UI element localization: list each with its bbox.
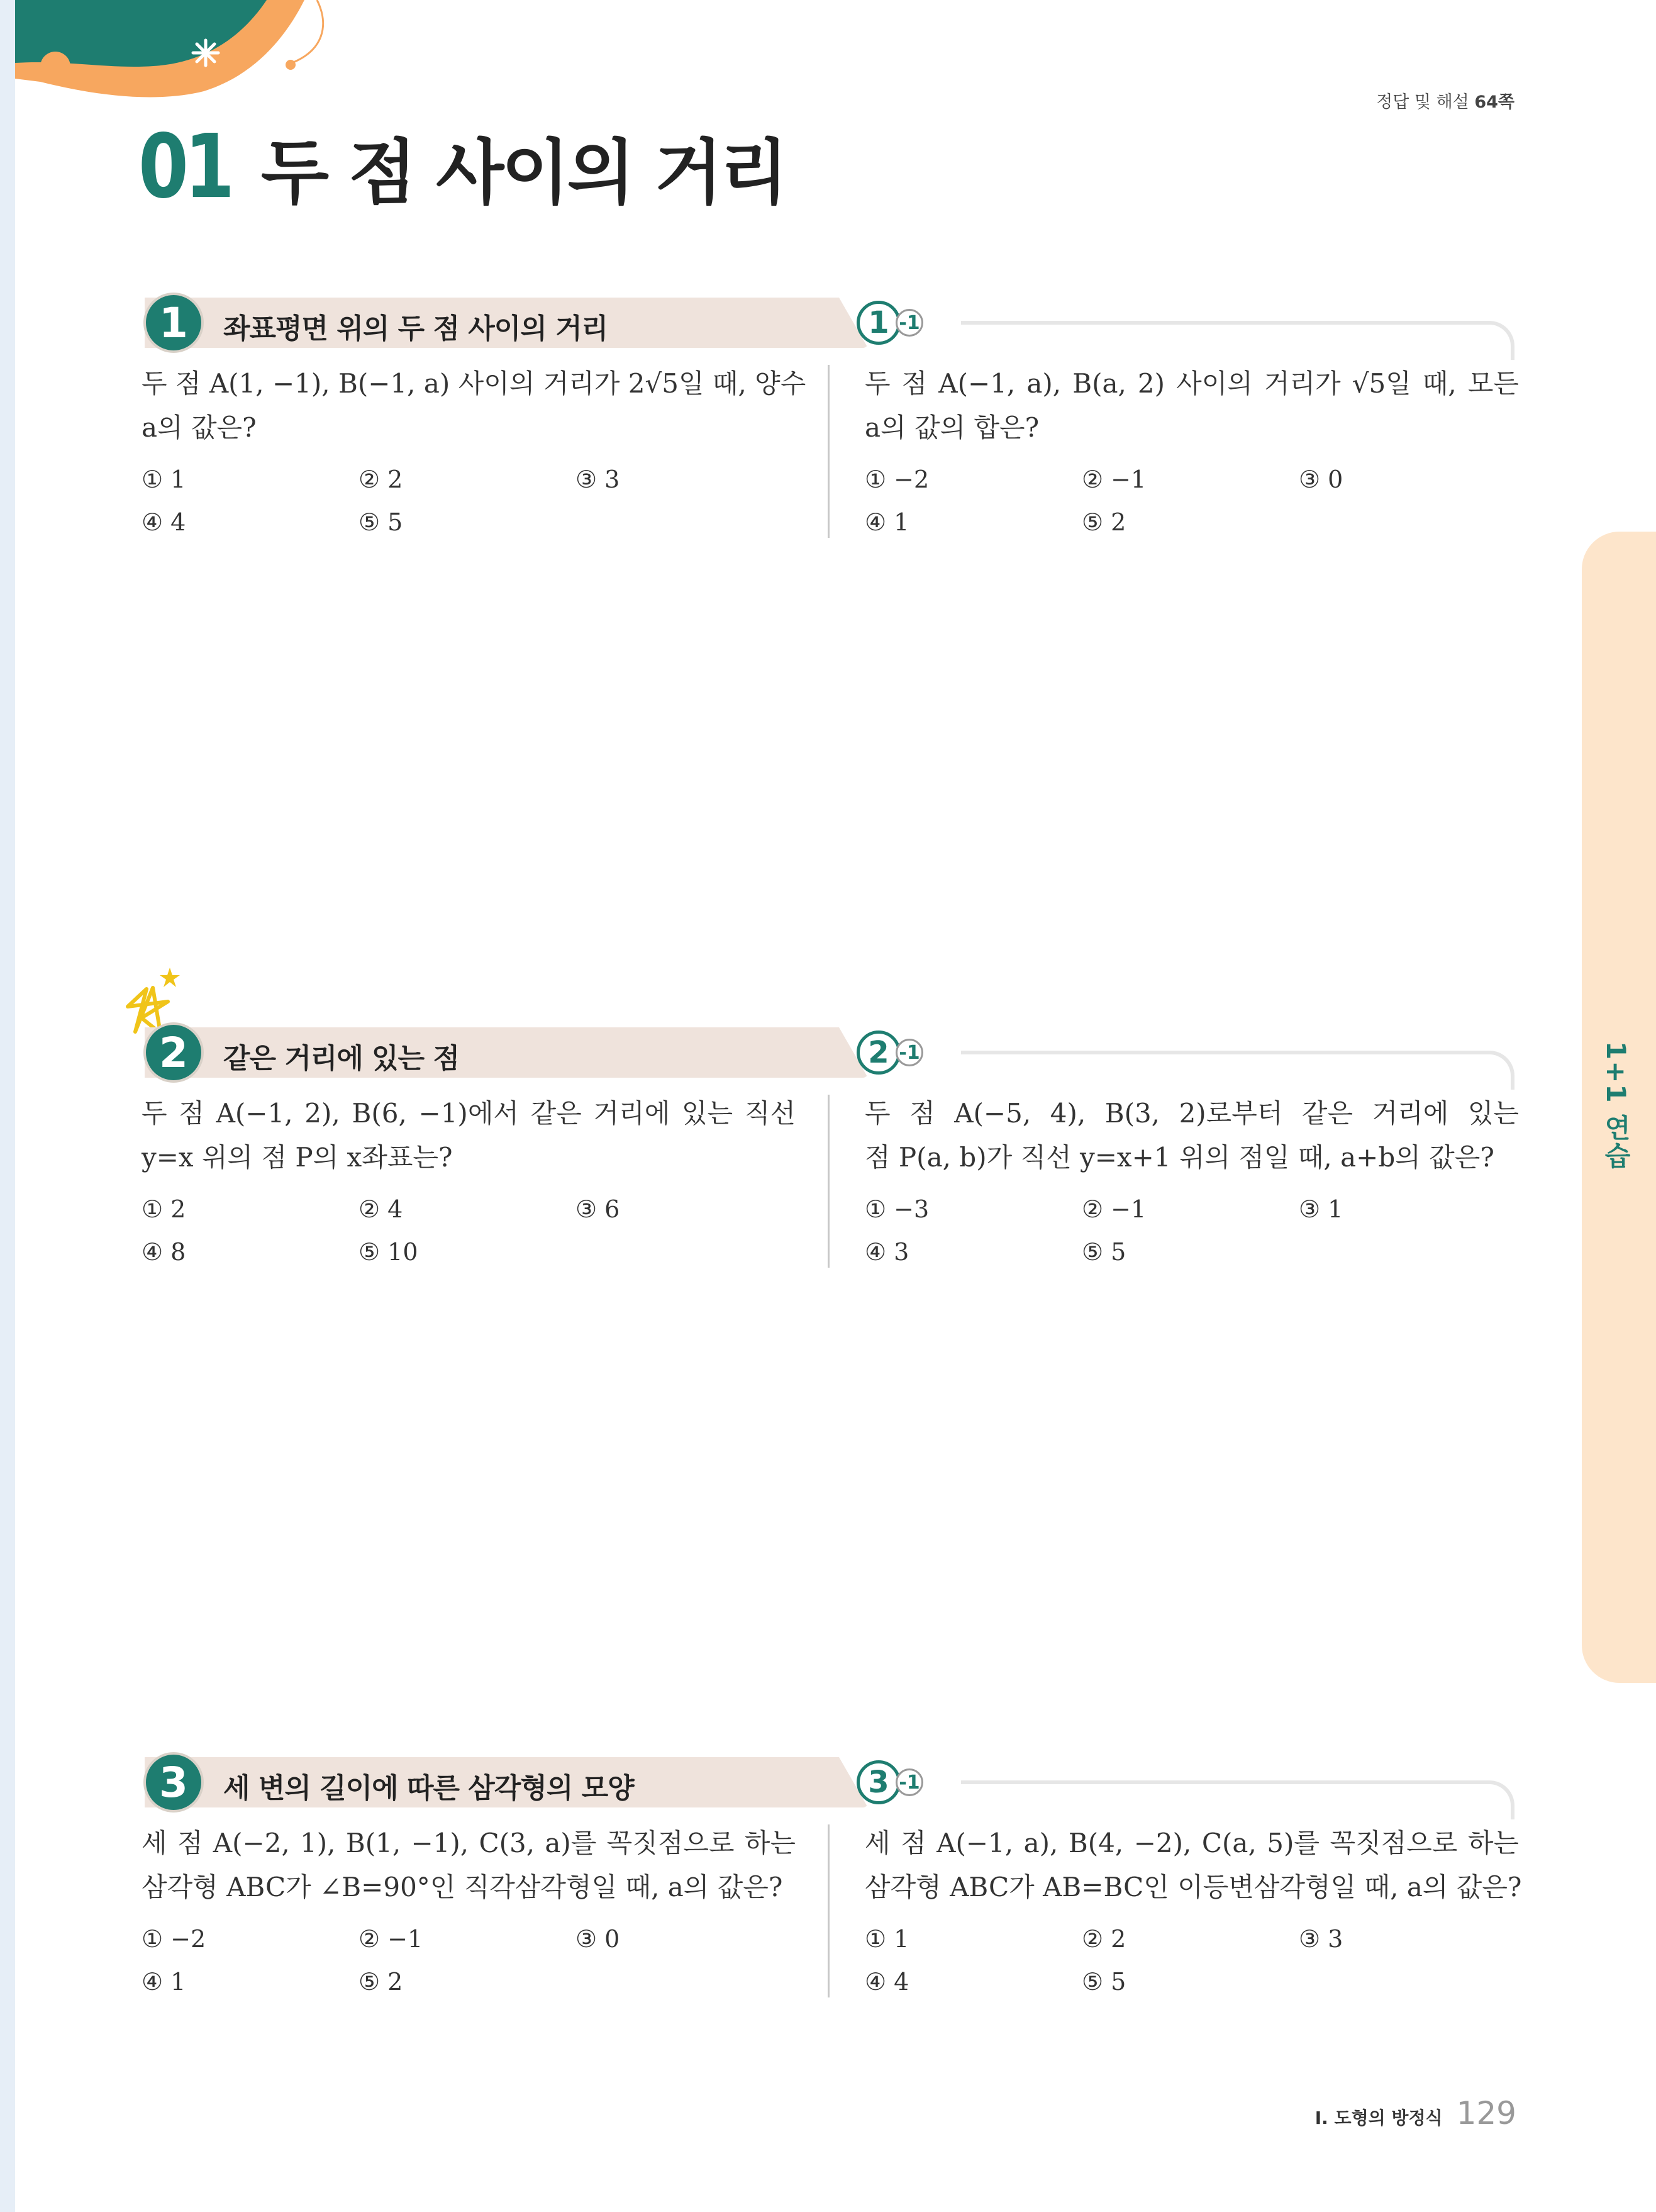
question-line: y=x 위의 점 P의 x좌표는? xyxy=(142,1142,453,1173)
sub-question-3-badge xyxy=(857,1760,923,1804)
option-2[interactable]: ② 2 xyxy=(1082,1925,1126,1953)
option-4[interactable]: ④ 1 xyxy=(865,508,909,536)
sub-question-1-badge xyxy=(857,301,923,345)
option-2[interactable]: ② −1 xyxy=(358,1925,423,1953)
option-4[interactable]: ④ 1 xyxy=(142,1968,186,1996)
question-2-text xyxy=(142,1092,796,1180)
section-2-number: 2 xyxy=(143,1022,204,1083)
option-3[interactable]: ③ 1 xyxy=(1299,1195,1343,1223)
option-5[interactable]: ⑤ 10 xyxy=(358,1238,418,1266)
question-line: a의 값의 합은? xyxy=(865,412,1040,443)
question-line: 두 점 A(−1, 2), B(6, −1)에서 같은 거리에 있는 직선 xyxy=(142,1098,796,1129)
question-line: 두 점 A(−5, 4), B(3, 2)로부터 같은 거리에 있는 xyxy=(865,1098,1519,1129)
option-2[interactable]: ② 2 xyxy=(358,466,403,493)
answer-ref-page: 64쪽 xyxy=(1474,92,1514,112)
sub-badge-number: 3 xyxy=(857,1760,901,1804)
option-1[interactable]: ① −3 xyxy=(865,1195,930,1223)
answer-reference xyxy=(1376,88,1514,113)
sub-badge-number: 2 xyxy=(857,1031,901,1075)
option-5[interactable]: ⑤ 2 xyxy=(1082,508,1126,536)
question-line: 세 점 A(−1, a), B(4, −2), C(a, 5)를 꼭짓점으로 하는 xyxy=(865,1828,1519,1858)
option-1[interactable]: ① −2 xyxy=(142,1925,206,1953)
page-title xyxy=(138,115,786,218)
section-3-title: 세 변의 길이에 따른 삼각형의 모양 xyxy=(223,1772,634,1804)
option-2[interactable]: ② −1 xyxy=(1082,466,1147,493)
question-line: 두 점 A(1, −1), B(−1, a) 사이의 거리가 2√5일 때, 양수 xyxy=(142,368,806,399)
option-3[interactable]: ③ 3 xyxy=(575,466,620,493)
sub-question-2-badge xyxy=(857,1031,923,1075)
sub-badge-suffix: -1 xyxy=(896,1039,923,1066)
option-4[interactable]: ④ 4 xyxy=(865,1968,909,1996)
option-4[interactable]: ④ 4 xyxy=(142,508,186,536)
sub-header-line xyxy=(961,321,1514,360)
sub-question-3-text xyxy=(865,1821,1522,1909)
option-4[interactable]: ④ 3 xyxy=(865,1238,909,1266)
option-5[interactable]: ⑤ 5 xyxy=(1082,1968,1126,1996)
option-1[interactable]: ① 1 xyxy=(142,466,186,493)
side-tab-label: 1+1 연습 xyxy=(1601,1041,1631,1170)
column-divider xyxy=(828,1824,830,1997)
answer-ref-label: 정답 및 해설 xyxy=(1376,92,1475,112)
sub-badge-suffix: -1 xyxy=(896,309,923,337)
option-5[interactable]: ⑤ 5 xyxy=(358,508,403,536)
corner-decoration xyxy=(15,0,342,107)
question-3-text xyxy=(142,1821,796,1909)
option-2[interactable]: ② 4 xyxy=(358,1195,403,1223)
section-1-number: 1 xyxy=(143,293,204,353)
side-tab[interactable] xyxy=(1582,532,1656,1683)
question-line: 두 점 A(−1, a), B(a, 2) 사이의 거리가 √5일 때, 모든 xyxy=(865,368,1519,399)
option-3[interactable]: ③ 0 xyxy=(1299,466,1343,493)
sub-question-1-text xyxy=(865,362,1519,450)
option-2[interactable]: ② −1 xyxy=(1082,1195,1147,1223)
title-number: 01 xyxy=(138,115,231,218)
sub-question-2-text xyxy=(865,1092,1519,1180)
section-2-title: 같은 거리에 있는 점 xyxy=(223,1042,459,1075)
sparkle-icon xyxy=(193,40,218,65)
option-5[interactable]: ⑤ 2 xyxy=(358,1968,403,1996)
question-line: 점 P(a, b)가 직선 y=x+1 위의 점일 때, a+b의 값은? xyxy=(865,1142,1494,1173)
sub-badge-number: 1 xyxy=(857,301,901,345)
question-line: a의 값은? xyxy=(142,412,257,443)
option-3[interactable]: ③ 0 xyxy=(575,1925,620,1953)
column-divider xyxy=(828,365,830,538)
sub-badge-suffix: -1 xyxy=(896,1768,923,1796)
option-1[interactable]: ① −2 xyxy=(865,466,930,493)
page-number: 129 xyxy=(1456,2095,1516,2131)
question-line: 삼각형 ABC가 AB=BC인 이등변삼각형일 때, a의 값은? xyxy=(865,1872,1522,1902)
left-margin-strip xyxy=(0,0,15,2212)
option-3[interactable]: ③ 6 xyxy=(575,1195,620,1223)
question-line: 삼각형 ABC가 ∠B=90°인 직각삼각형일 때, a의 값은? xyxy=(142,1872,783,1902)
option-1[interactable]: ① 2 xyxy=(142,1195,186,1223)
sub-header-line xyxy=(961,1051,1514,1090)
option-3[interactable]: ③ 3 xyxy=(1299,1925,1343,1953)
section-1-title: 좌표평면 위의 두 점 사이의 거리 xyxy=(223,313,608,345)
sub-header-line xyxy=(961,1780,1514,1819)
option-5[interactable]: ⑤ 5 xyxy=(1082,1238,1126,1266)
question-line: 세 점 A(−2, 1), B(1, −1), C(3, a)를 꼭짓점으로 하는 xyxy=(142,1828,796,1858)
page-footer xyxy=(1315,2095,1516,2131)
option-4[interactable]: ④ 8 xyxy=(142,1238,186,1266)
option-1[interactable]: ① 1 xyxy=(865,1925,909,1953)
section-3-number: 3 xyxy=(143,1752,204,1813)
title-text: 두 점 사이의 거리 xyxy=(260,131,786,214)
question-1-text xyxy=(142,362,806,450)
chapter-label: I. 도형의 방정식 xyxy=(1314,2108,1443,2128)
column-divider xyxy=(828,1095,830,1268)
